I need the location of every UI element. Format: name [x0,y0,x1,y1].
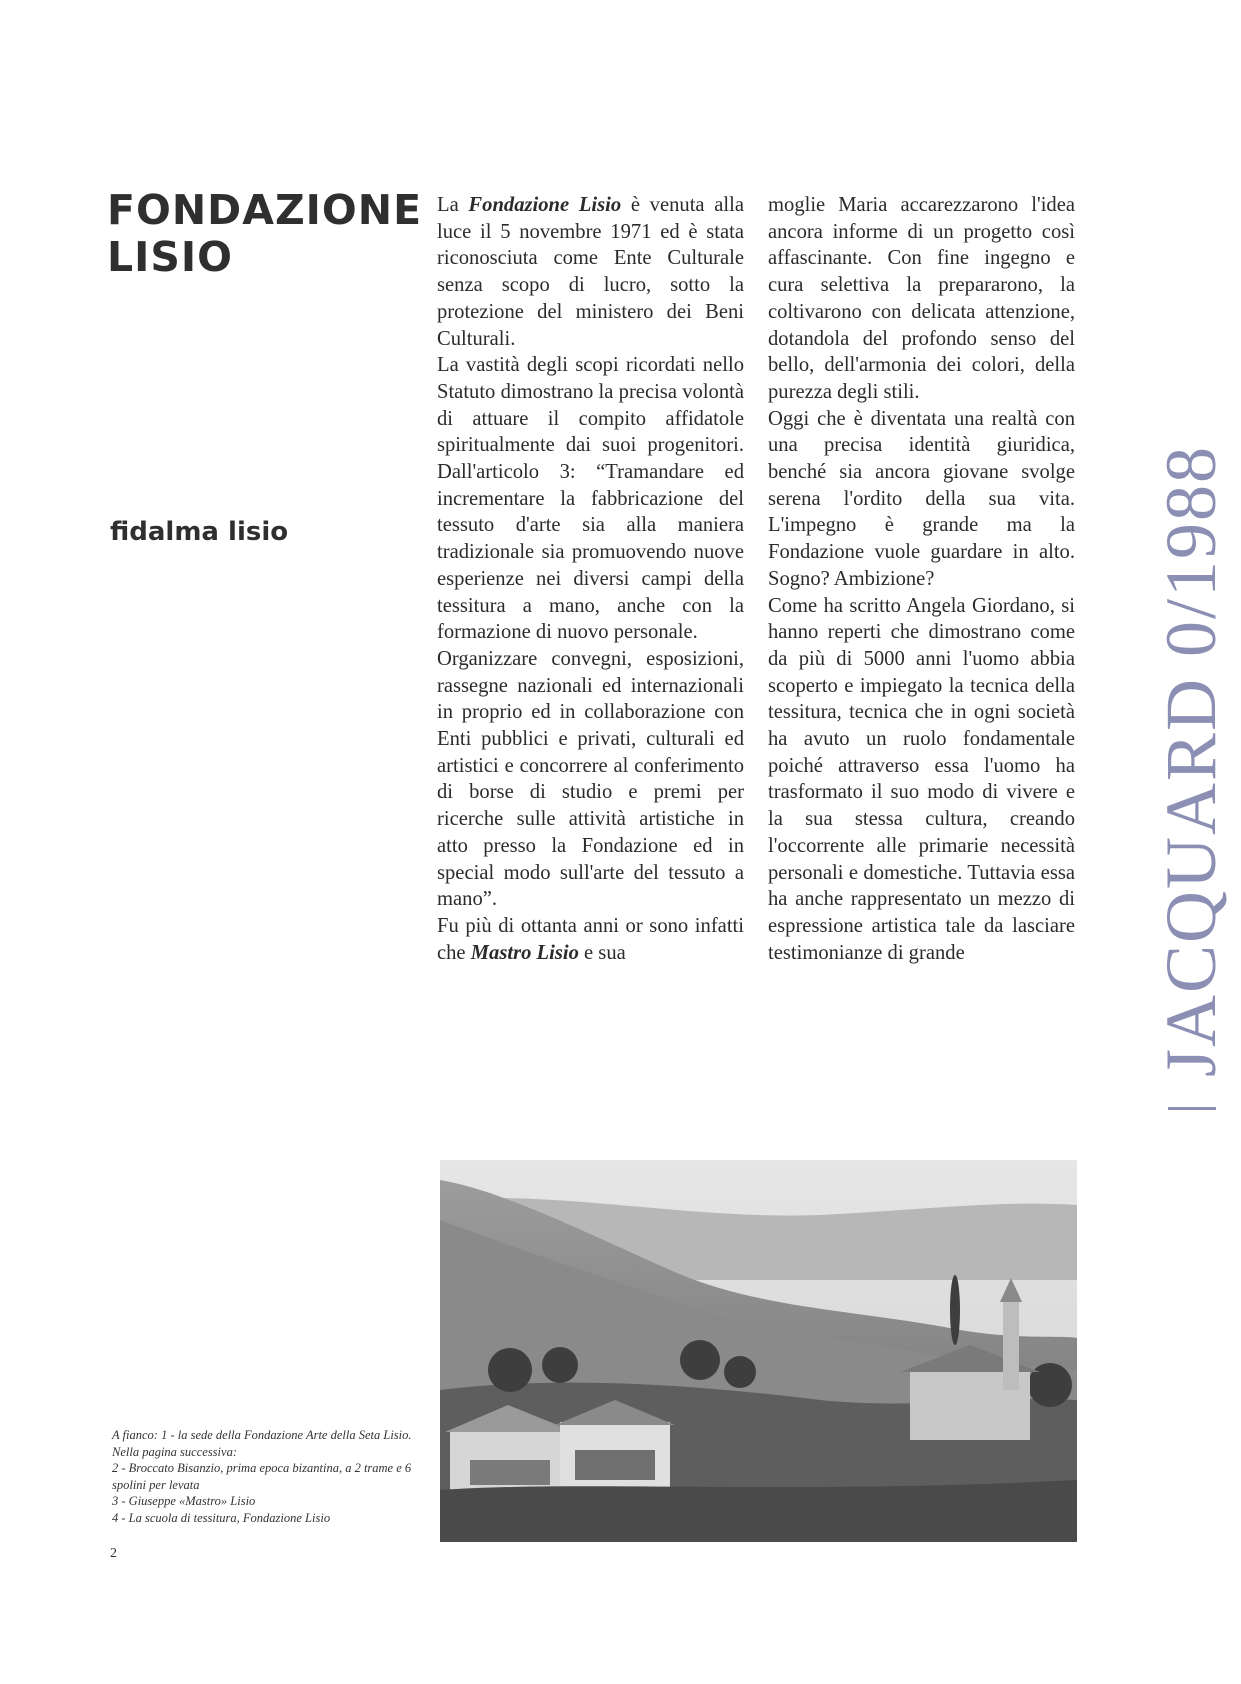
vertical-masthead [1150,445,1233,1110]
title-line-2: LISIO [107,233,234,281]
paragraph: Come ha scritto Angela Giordano, si hanno reperti che dimostrano come da più di 5000 anni l'uomo abbia scoperto e impiegato la tecnica della tessitura, tecnica che in ogni società ha avuto un ruolo fondamentale poiché attraverso essa l'uomo ha trasformato il suo modo di vivere e la sua stessa cultura, creando l'occorrente alle primarie necessità personali e domestiche. Tuttavia essa ha anche rappresentato un mezzo di espressione artistica tale da lasciare testimonianze di grande [768,594,1075,964]
paragraph [437,913,744,966]
text-run: Fu più di ottanta anni or sono infatti che [437,914,744,964]
article-title [107,186,423,281]
paragraph: La vastità degli scopi ricordati nello Statuto dimostrano la precisa volontà di attuare il compito affidatole spiritualmente dai suoi progenitori. Dall'articolo 3: “Tramandare ed incrementare la fabbricazione del tessuto d'arte sia alla maniera tradizionale sia promuovendo nuove esperienze nei diversi campi della tessitura a mano, anche con la formazione di nuovo personale. [437,354,744,644]
caption-line: 3 - Giuseppe «Mastro» Lisio [112,1494,256,1508]
masthead-bar [1168,1107,1216,1110]
caption-line: A fianco: 1 - la sede della Fondazione Arte della Seta Lisio. [112,1428,412,1442]
paragraph [437,192,744,352]
caption-line: Nella pagina successiva: [112,1444,237,1459]
text-column-2 [768,192,1075,966]
photo-illustration [440,1160,1077,1542]
paragraph: Organizzare convegni, esposizioni, rassegne nazionali ed internazionali in proprio ed in collaborazione con Enti pubblici e privati, culturali ed artistici e concorrere al conferimento di borse di studio e premi per ricerche sulle attività artistiche in atto presso la Fondazione ed in special modo sull'arte del tessuto a mano”. [437,647,744,911]
photo-caption [112,1427,412,1526]
masthead-text: JACQUARD 0/1988 [1151,444,1231,1077]
emphasis-mastro-lisio: Mastro Lisio [470,941,579,964]
paragraph: moglie Maria accarezzarono l'idea ancora informe di un progetto così affascinante. Con fine ingegno e cura selettiva la prepararono, la coltivarono con delicata attenzione, dotandola del profondo senso del bello, dell'armonia dei colori, della purezza degli stili. [768,194,1075,403]
text-run: è venuta alla luce il 5 novembre 1971 ed è stata riconosciuta come Ente Culturale senza scopo di lucro, sotto la protezione del ministero dei Beni Culturali. [437,194,744,350]
caption-line: 4 - La scuola di tessitura, Fondazione Lisio [112,1510,331,1525]
page-number: 2 [110,1546,117,1561]
title-line-1: FONDAZIONE [107,186,423,234]
text-run: e sua [578,941,626,964]
caption-line: 2 - Broccato Bisanzio, prima epoca bizantina, a 2 trame e 6 spolini per levata [112,1461,412,1492]
emphasis-foundation-name: Fondazione Lisio [468,194,622,216]
text-run: La [437,194,469,216]
paragraph: Oggi che è diventata una realtà con una precisa identità giuridica, benché sia ancora giovane svolge serena l'ordito della sua vita. L'impegno è grande ma la Fondazione vuole guardare in alto. Sogno? Ambizione? [768,407,1075,590]
landscape-photo [440,1160,1077,1542]
text-column-1 [437,192,744,966]
author-name: fidalma lisio [110,517,289,547]
